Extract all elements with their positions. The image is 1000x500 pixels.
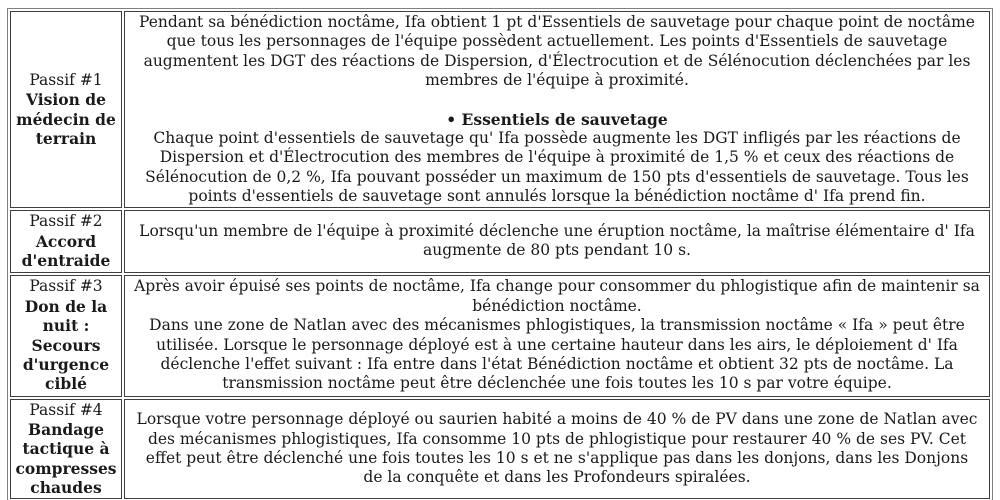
blank-line <box>134 91 980 110</box>
table-row <box>10 210 990 272</box>
passive-label-cell <box>10 275 122 397</box>
passive-name: Accord d'entraide <box>21 231 111 271</box>
passive-number: Passif #4 <box>29 400 103 419</box>
passive-description: Chaque point d'essentiels de sauvetage qu' Ifa possède augmente les DGT infligés par les réactions de Dispersion et d'Électrocution des membres de l'équipe à proximité de 1,5 % et ceux des réactions de Sélénocution de 0,2 %, Ifa pouvant posséder un maximum de 150 pts d'essentiels de sauvetage. Tous les points d'essentiels de sauvetage sont annulés lorsque la bénédiction noctâme d' Ifa prend fin. <box>145 128 969 205</box>
passive-description: Lorsqu'un membre de l'équipe à proximité déclenche une éruption noctâme, la maîtrise élémentaire d' Ifa augmente de 80 pts pendant 10 s. <box>139 222 975 260</box>
passive-description-cell <box>124 399 990 500</box>
table-row <box>10 399 990 500</box>
passive-description: Dans une zone de Natlan avec des mécanismes phlogistiques, la transmission noctâme « Ifa » peut être utilisée. Lorsque le personnage déployé est à une certaine hauteur dans les airs, le déploiement d' Ifa déclenche l'effet suivant : Ifa entre dans l'état Bénédiction noctâme et obtient 32 pts de noctâme. La transmission noctâme peut être déclenchée une fois toutes les 10 s par votre équipe. <box>149 316 965 393</box>
bullet-title: • Essentiels de sauvetage <box>446 109 668 129</box>
passive-description-cell <box>124 11 990 208</box>
passive-label-cell <box>10 399 122 500</box>
passive-label-cell <box>10 210 122 272</box>
passive-name: Vision de médecin de terrain <box>16 90 116 149</box>
passive-number: Passif #3 <box>29 277 103 296</box>
passive-description: Après avoir épuisé ses points de noctâme, Ifa change pour consommer du phlogistique afin de maintenir sa bénédiction noctâme. <box>134 277 980 315</box>
passive-description: Lorsque votre personnage déployé ou saurien habité a moins de 40 % de PV dans une zone de Natlan avec des mécanismes phlogistiques, Ifa consomme 10 pts de phlogistique pour restaurer 40 % de ses PV. Cet effet peut être déclenché une fois toutes les 10 s et ne s'applique pas dans les donjons, dans les Donjons de la conquête et dans les Profondeurs spiralées. <box>136 410 978 487</box>
passive-label-cell <box>10 11 122 208</box>
passive-description: Pendant sa bénédiction noctâme, Ifa obtient 1 pt d'Essentiels de sauvetage pour chaque point de noctâme que tous les personnages de l'équipe possèdent actuellement. Les points d'Essentiels de sauvetage augmentent les DGT des réactions de Dispersion, d'Électrocution et de Sélénocution déclenchées par les membres de l'équipe à proximité. <box>139 13 975 90</box>
passive-description-cell <box>124 210 990 272</box>
passive-number: Passif #2 <box>29 212 103 231</box>
passive-description-cell <box>124 275 990 397</box>
table-row <box>10 275 990 397</box>
passive-name: Don de la nuit : Secours d'urgence ciblé <box>22 296 110 394</box>
table-row <box>10 11 990 208</box>
passive-name: Bandage tactique à compresses chaudes <box>15 419 117 497</box>
passives-table <box>7 8 993 500</box>
passive-number: Passif #1 <box>29 70 103 89</box>
